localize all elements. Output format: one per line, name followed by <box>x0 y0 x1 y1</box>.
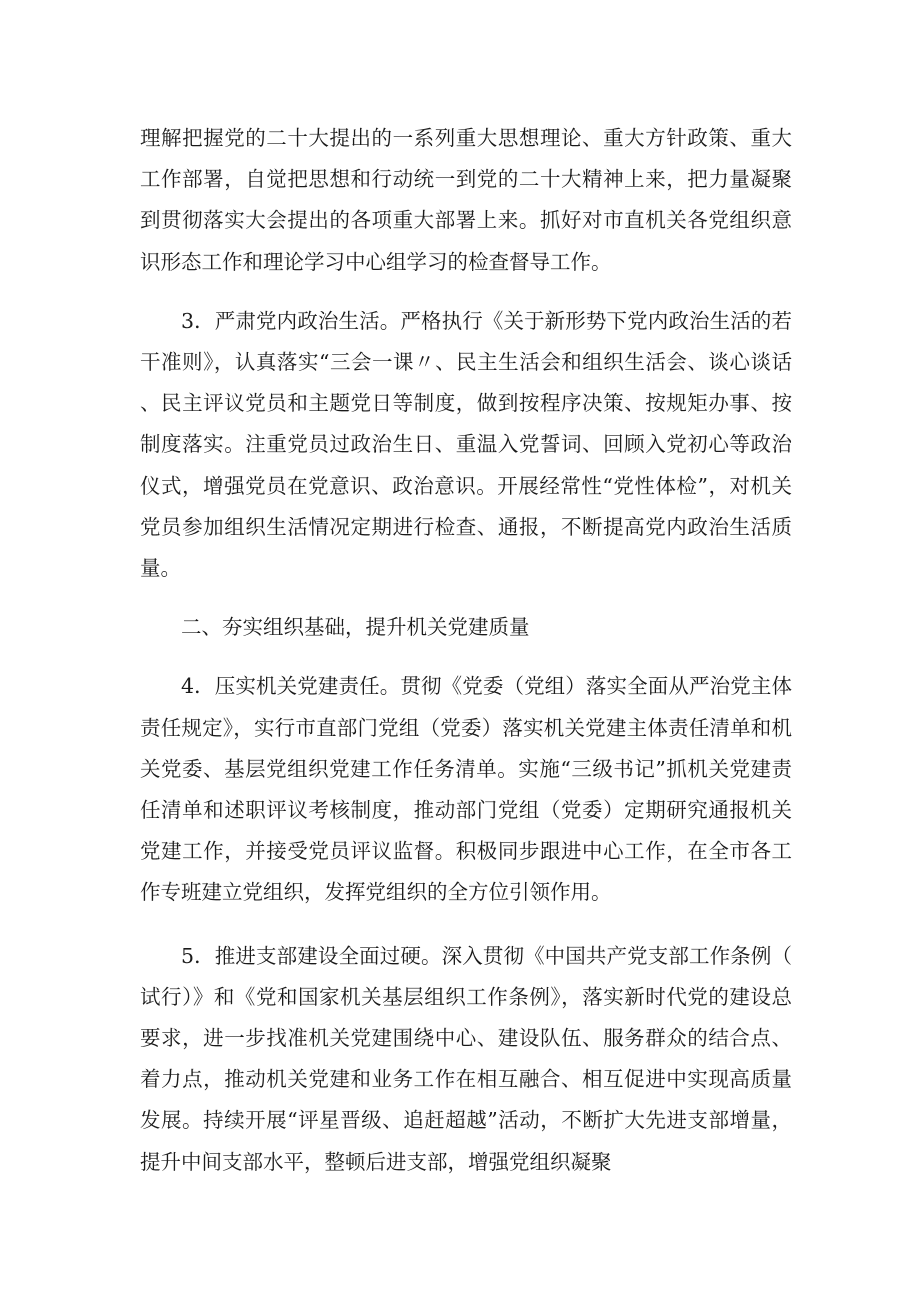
paragraph-intro: 理解把握党的二十大提出的一系列重大思想理论、重大方针政策、重大工作部署，自觉把思想和行动统一到党的二十大精神上来，把力量凝聚到贯彻落实大会提出的各项重大部署上来。抓好对市直机关各党组织意识形态工作和理论学习中心组学习的检查督导工作。 <box>140 126 792 274</box>
document-body <box>140 118 792 1183</box>
paragraph-item-5: 5．推进支部建设全面过硬。深入贯彻《中国共产党支部工作条例（试行）》和《党和国家机关基层组织工作条例》，落实新时代党的建设总要求，进一步找准机关党建围绕中心、建设队伍、服务群众的结合点、着力点，推动机关党建和业务工作在相互融合、相互促进中实现高质量发展。持续开展“评星晋级、追赶超越”活动，不断扩大先进支部增量，提升中间支部水平，整顿后进支部，增强党组织凝聚 <box>140 943 792 1174</box>
paragraph-item-3: 3．严肃党内政治生活。严格执行《关于新形势下党内政治生活的若干准则》，认真落实“三会一课〃、民主生活会和组织生活会、谈心谈话、民主评议党员和主题党日等制度，做到按程序决策、按规矩办事、按制度落实。注重党员过政治生日、重温入党誓词、回顾入党初心等政治仪式，增强党员在党意识、政治意识。开展经常性“党性体检”，对机关党员参加组织生活情况定期进行检查、通报，不断提高党内政治生活质量。 <box>140 308 792 581</box>
paragraph-item-4: 4．压实机关党建责任。贯彻《党委（党组）落实全面从严治党主体责任规定》，实行市直部门党组（党委）落实机关党建主体责任清单和机关党委、基层党组织党建工作任务清单。实施“三级书记”抓机关党建责任清单和述职评议考核制度，推动部门党组（党委）定期研究通报机关党建工作，并接受党员评议监督。积极同步跟进中心工作，在全市各工作专班建立党组织，发挥党组织的全方位引领作用。 <box>140 674 792 905</box>
section-heading-2: 二、夯实组织基础，提升机关党建质量 <box>181 615 530 640</box>
paragraph-gap <box>140 914 792 936</box>
paragraph-gap <box>140 648 792 666</box>
paragraph-gap <box>140 283 792 301</box>
paragraph-gap <box>140 589 792 607</box>
